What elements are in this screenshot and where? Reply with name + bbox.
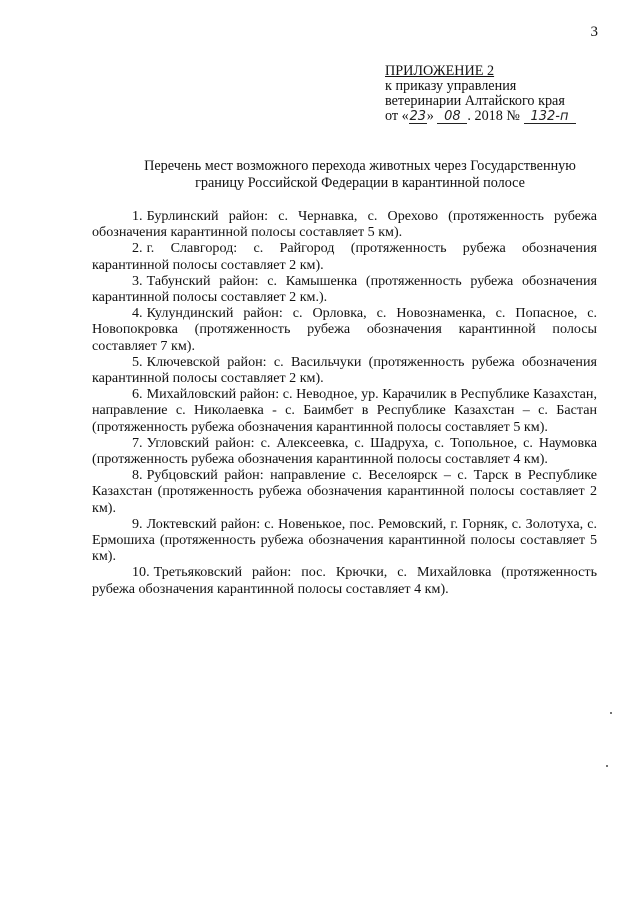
appendix-header xyxy=(385,64,625,124)
title-line-2: границу Российской Федерации в карантинной полосе xyxy=(195,175,525,191)
item-text: Кулундинский район: с. Орловка, с. Новознаменка, с. Попасное, с. Новопокровка (протяженность рубежа обозначения карантинной полосы составляет 7 км). xyxy=(92,305,597,354)
item-number: 2. xyxy=(132,240,143,257)
appendix-line-2: ветеринарии Алтайского края xyxy=(385,93,565,109)
item-text: Рубцовский район: направление с. Веселоярск – с. Тарск в Республике Казахстан (протяженность рубежа обозначения карантинной полосы составляет 2 км). xyxy=(92,467,597,516)
list-item xyxy=(92,467,597,516)
item-number: 6. xyxy=(132,386,143,403)
crossing-points-list xyxy=(92,208,597,597)
item-number: 1. xyxy=(132,208,143,224)
order-day: 23 xyxy=(409,109,427,124)
appendix-title: ПРИЛОЖЕНИЕ 2 xyxy=(385,63,495,79)
list-item xyxy=(92,208,597,240)
item-text: г. Славгород: с. Райгород (протяженность рубежа обозначения карантинной полосы составляет 2 км). xyxy=(92,240,597,273)
item-text: Локтевский район: с. Новенькое, пос. Ремовский, г. Горняк, с. Золотуха, с. Ермошиха (протяженность рубежа обозначения карантинной полосы составляет 5 км). xyxy=(92,515,597,565)
order-number: 132-п xyxy=(524,110,576,124)
document-title xyxy=(120,158,600,192)
item-number: 9. xyxy=(132,515,143,532)
list-item xyxy=(92,240,597,272)
list-item xyxy=(92,354,597,386)
scan-speck xyxy=(606,765,608,767)
item-text: Угловский район: с. Алексеевка, с. Шадруха, с. Топольное, с. Наумовка (протяженность рубежа обозначения карантинной полосы составляет 4 км). xyxy=(92,434,597,468)
item-text: Табунский район: с. Камышенка (протяженность рубежа обозначения карантинной полосы составляет 2 км.). xyxy=(92,272,597,306)
item-text: Бурлинский район: с. Чернавка, с. Орехово (протяженность рубежа обозначения карантинной полосы составляет 5 км). xyxy=(92,208,597,241)
date-mid: » xyxy=(426,108,434,124)
list-item xyxy=(92,305,597,354)
item-number: 5. xyxy=(132,353,143,370)
page-number: 3 xyxy=(590,24,598,40)
date-prefix: от « xyxy=(385,108,409,124)
item-number: 4. xyxy=(132,305,143,322)
item-text: Ключевской район: с. Васильчуки (протяженность рубежа обозначения карантинной полосы составляет 2 км). xyxy=(92,353,597,387)
appendix-line-1: к приказу управления xyxy=(385,78,517,94)
item-number: 3. xyxy=(132,272,143,289)
order-month: 08 xyxy=(437,110,467,124)
list-item xyxy=(92,273,597,305)
list-item xyxy=(92,516,597,565)
item-number: 10. xyxy=(132,564,150,581)
item-number: 8. xyxy=(132,467,143,484)
order-date-line xyxy=(385,109,625,124)
list-item xyxy=(92,435,597,467)
scan-speck xyxy=(610,712,612,714)
list-item xyxy=(92,564,597,596)
list-item xyxy=(92,386,597,435)
item-text: Михайловский район: с. Неводное, ур. Карачилик в Республике Казахстан, направление с. Николаевка - с. Баимбет в Республике Казахстан – с. Бастан (протяженность рубежа обозначения карантинной полосы составляет 5 км). xyxy=(92,386,597,435)
date-year: . 2018 № xyxy=(467,108,520,124)
item-number: 7. xyxy=(132,434,143,451)
item-text: Третьяковский район: пос. Крючки, с. Михайловка (протяженность рубежа обозначения карантинной полосы составляет 4 км). xyxy=(92,564,597,597)
title-line-1: Перечень мест возможного перехода животных через Государственную xyxy=(144,158,576,174)
